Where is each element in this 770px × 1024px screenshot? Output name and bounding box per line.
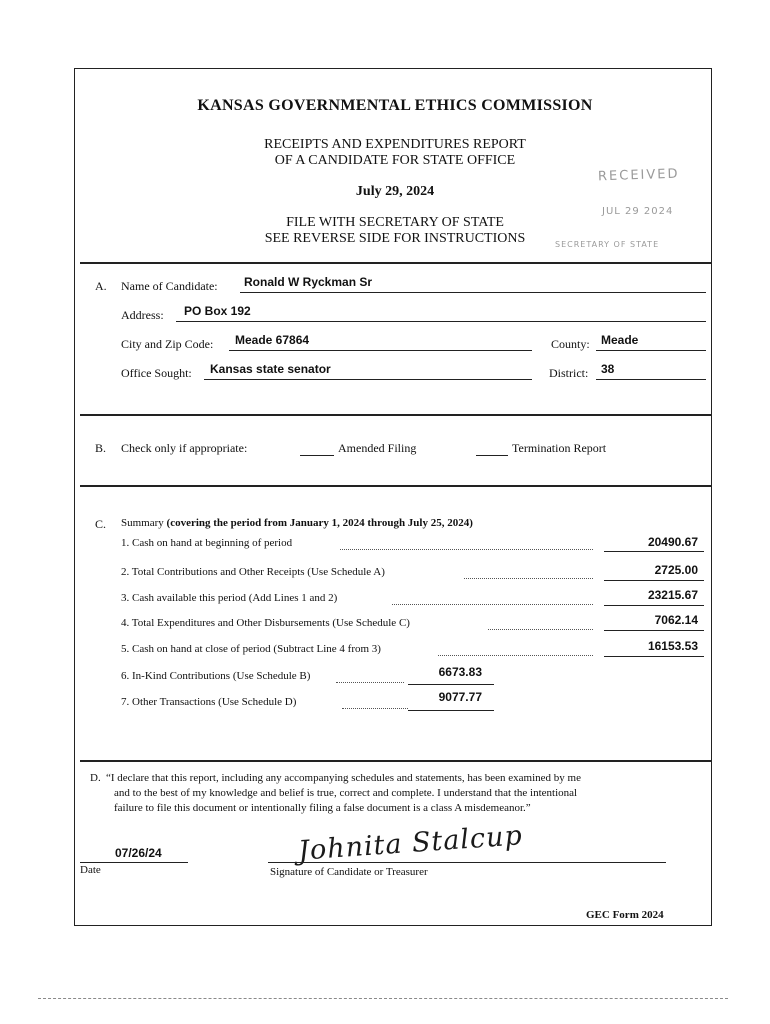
candidate-name-line [240,292,706,293]
district-label: District: [549,366,589,380]
summary-prefix: Summary [121,517,164,529]
line-6-leader [336,682,404,683]
line-3-value: 23215.67 [647,588,698,602]
file-with-line: FILE WITH SECRETARY OF STATE [286,215,504,230]
line-6-underline [408,684,494,685]
line-2-leader [464,578,593,579]
line-4-underline [604,630,704,631]
county-value: Meade [601,333,639,347]
section-d-letter: D. [90,772,101,784]
check-label: Check only if appropriate: [121,441,248,455]
declaration-line-3: failure to file this document or intentionally filing a false document is a class A misdemeanor.” [114,802,531,814]
office-sought-value: Kansas state senator [210,362,331,376]
office-sought-line [204,379,532,380]
instructions-line: SEE REVERSE SIDE FOR INSTRUCTIONS [264,231,526,246]
line-7-leader [342,708,408,709]
line-3-underline [604,605,704,606]
line-1-value: 20490.67 [647,535,698,549]
line-1-label: 1. Cash on hand at beginning of period [121,537,293,549]
line-2-value: 2725.00 [654,563,698,577]
city-zip-line [229,350,532,351]
form-id: GEC Form 2024 [586,909,664,921]
section-a-letter: A. [95,279,107,293]
section-b-letter: B. [95,441,107,455]
report-date: July 29, 2024 [355,184,435,199]
stamp-date: JUL 29 2024 [602,206,674,217]
stamp-office: SECRETARY OF STATE [555,240,660,249]
address-label: Address: [121,308,164,322]
candidate-name-label: Name of Candidate: [121,279,218,293]
county-label: County: [551,337,590,351]
line-3-leader [392,604,593,605]
address-value: PO Box 192 [184,304,251,318]
line-5-underline [604,656,704,657]
district-line [596,379,706,380]
county-line [596,350,706,351]
line-2-underline [604,580,704,581]
line-6-value: 6673.83 [438,665,482,679]
declaration-line-2: and to the best of my knowledge and belief is true, correct and complete. I understand that the intentional [114,787,578,799]
summary-heading [121,517,473,529]
divider-c [80,485,712,487]
office-sought-label: Office Sought: [121,366,192,380]
divider-b [80,414,712,416]
line-1-leader [340,549,593,550]
amended-filing-label: Amended Filing [338,441,417,455]
line-5-leader [438,655,593,656]
date-label: Date [80,864,101,876]
signature-line [268,862,666,863]
date-line [80,862,188,863]
handwritten-signature: Johnita Stalcup [297,820,524,867]
district-value: 38 [601,362,615,376]
report-title-line1: RECEIPTS AND EXPENDITURES REPORT [264,137,526,152]
line-2-label: 2. Total Contributions and Other Receipts (Use Schedule A) [121,566,385,578]
line-5-value: 16153.53 [647,639,698,653]
amended-checkbox-line[interactable] [300,455,334,456]
line-4-leader [488,629,593,630]
divider-a [80,262,712,264]
line-1-underline [604,551,704,552]
line-4-value: 7062.14 [654,613,698,627]
signature-label: Signature of Candidate or Treasurer [270,866,428,878]
line-6-label: 6. In-Kind Contributions (Use Schedule B) [121,670,311,682]
city-zip-value: Meade 67864 [235,333,310,347]
line-7-value: 9077.77 [438,690,482,704]
report-title-line2: OF A CANDIDATE FOR STATE OFFICE [274,153,516,168]
signature-date-value: 07/26/24 [115,846,162,860]
commission-title: KANSAS GOVERNMENTAL ETHICS COMMISSION [197,97,593,114]
city-zip-label: City and Zip Code: [121,337,214,351]
line-7-underline [408,710,494,711]
termination-checkbox-line[interactable] [476,455,508,456]
line-4-label: 4. Total Expenditures and Other Disbursements (Use Schedule C) [121,617,410,629]
summary-period: (covering the period from January 1, 2024 through July 25, 2024) [166,517,473,529]
divider-d [80,760,712,762]
received-stamp: RECEIVED [597,166,680,185]
declaration-line-1: “I declare that this report, including any accompanying schedules and statements, has been examined by me [106,772,581,784]
line-3-label: 3. Cash available this period (Add Lines 1 and 2) [121,592,338,604]
line-7-label: 7. Other Transactions (Use Schedule D) [121,696,297,708]
termination-report-label: Termination Report [512,441,607,455]
line-5-label: 5. Cash on hand at close of period (Subtract Line 4 from 3) [121,643,381,655]
candidate-name-value: Ronald W Ryckman Sr [244,275,373,289]
address-line [176,321,706,322]
section-c-letter: C. [95,517,107,531]
